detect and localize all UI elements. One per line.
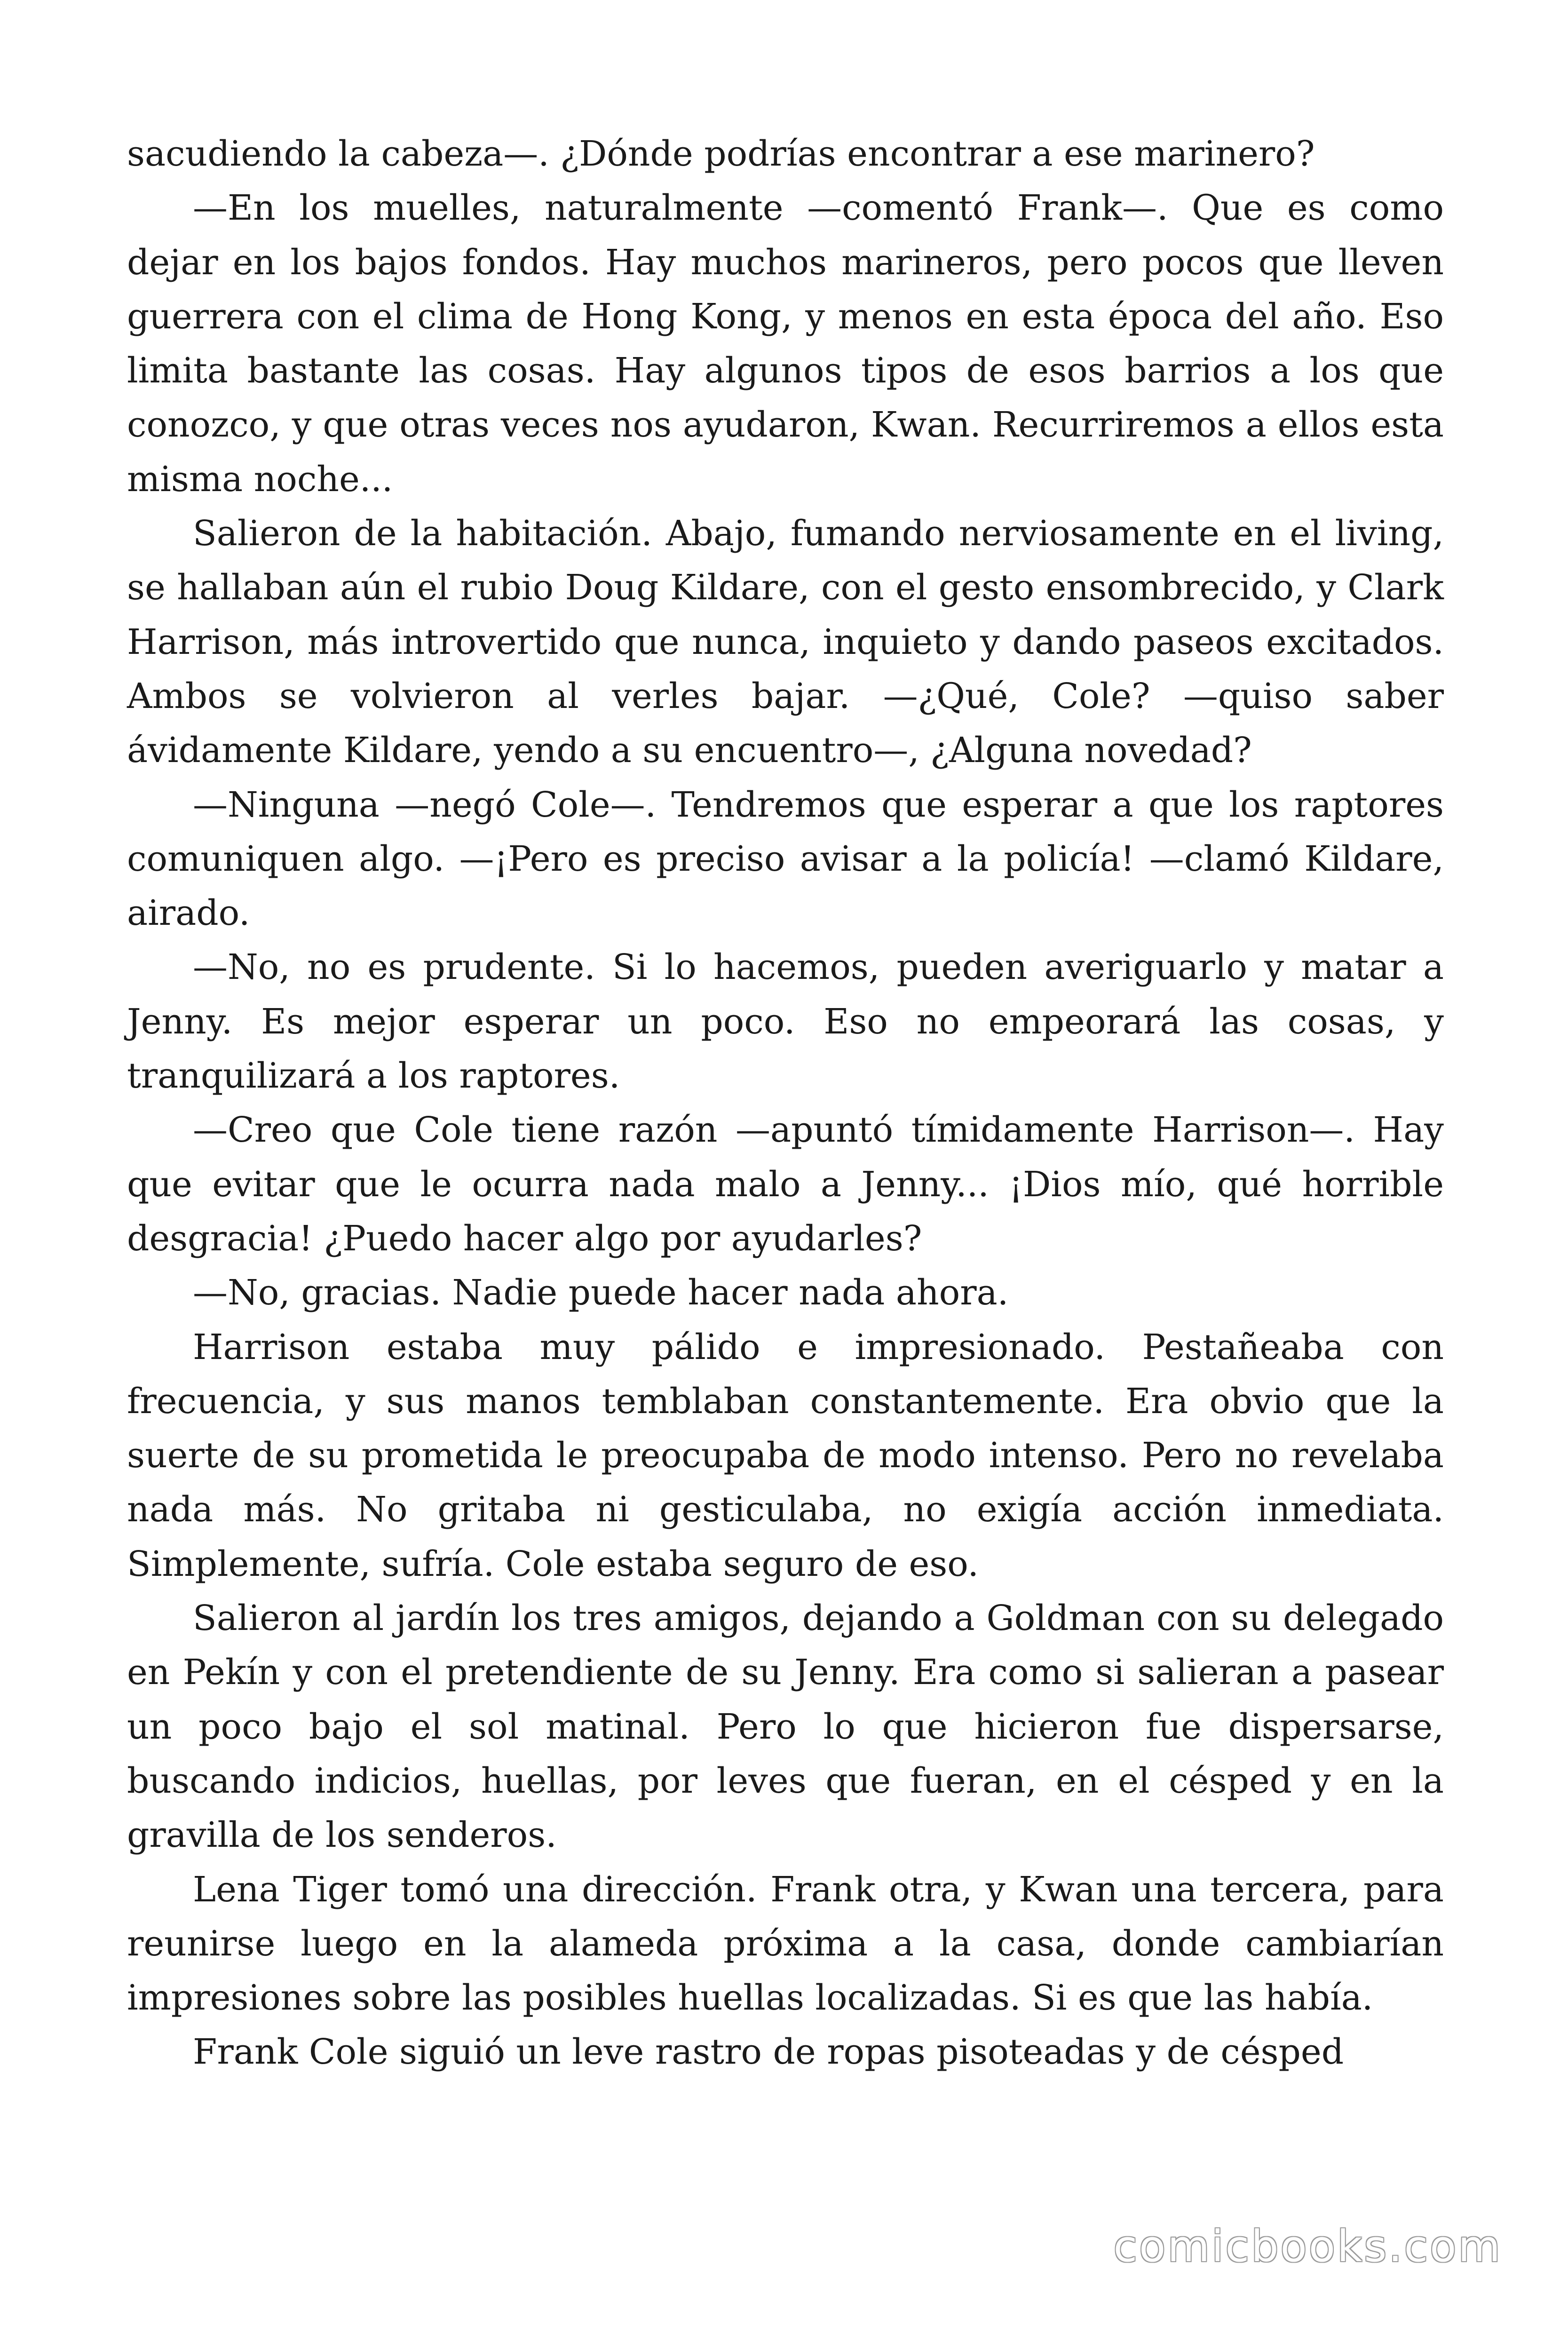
paragraph: Salieron de la habitación. Abajo, fumando nerviosamente en el living, se hallaban aún el rubio Doug Kildare, con el gesto ensombrecido, y Clark Harrison, más introvertido que nunca, inquieto y dando paseos excitados. Ambos se volvieron al verles bajar. —¿Qué, Cole? —quiso saber ávidamente Kildare, yendo a su encuentro—, ¿Alguna novedad? bbox=[127, 513, 1444, 771]
paragraph: sacudiendo la cabeza—. ¿Dónde podrías encontrar a ese marinero? bbox=[127, 134, 1315, 174]
paragraph: —Creo que Cole tiene razón —apuntó tímidamente Harrison—. Hay que evitar que le ocurra nada malo a Jenny... ¡Dios mío, qué horrible desgracia! ¿Puedo hacer algo por ayudarles? bbox=[127, 1110, 1444, 1259]
paragraph: —Ninguna —negó Cole—. Tendremos que esperar a que los raptores comuniquen algo. —¡Pero es preciso avisar a la policía! —clamó Kildare, airado. bbox=[127, 784, 1444, 934]
paragraph: Lena Tiger tomó una dirección. Frank otra, y Kwan una tercera, para reunirse luego en la alameda próxima a la casa, donde cambiarían impresiones sobre las posibles huellas localizadas. Si es que las había. bbox=[127, 1869, 1444, 2018]
paragraph: —No, no es prudente. Si lo hacemos, pueden averiguarlo y matar a Jenny. Es mejor esperar un poco. Eso no empeorará las cosas, y tranquilizará a los raptores. bbox=[127, 947, 1444, 1097]
site-watermark: comicbooks.com bbox=[1113, 2221, 1502, 2272]
book-page-text bbox=[127, 127, 1444, 2080]
paragraph: Frank Cole siguió un leve rastro de ropas pisoteadas y de césped bbox=[193, 2032, 1344, 2073]
paragraph: —En los muelles, naturalmente —comentó Frank—. Que es como dejar en los bajos fondos. Hay muchos marineros, pero pocos que lleven guerrera con el clima de Hong Kong, y menos en esta época del año. Eso limita bastante las cosas. Hay algunos tipos de esos barrios a los que conozco, y que otras veces nos ayudaron, Kwan. Recurriremos a ellos esta misma noche... bbox=[127, 188, 1444, 500]
paragraph: —No, gracias. Nadie puede hacer nada ahora. bbox=[193, 1272, 1009, 1313]
paragraph: Harrison estaba muy pálido e impresionado. Pestañeaba con frecuencia, y sus manos temblaban constantemente. Era obvio que la suerte de su prometida le preocupaba de modo intenso. Pero no revelaba nada más. No gritaba ni gesticulaba, no exigía acción inmediata. Simplemente, sufría. Cole estaba seguro de eso. bbox=[127, 1327, 1444, 1584]
paragraph: Salieron al jardín los tres amigos, dejando a Goldman con su delegado en Pekín y con el pretendiente de su Jenny. Era como si salieran a pasear un poco bajo el sol matinal. Pero lo que hicieron fue dispersarse, buscando indicios, huellas, por leves que fueran, en el césped y en la gravilla de los senderos. bbox=[127, 1598, 1444, 1856]
